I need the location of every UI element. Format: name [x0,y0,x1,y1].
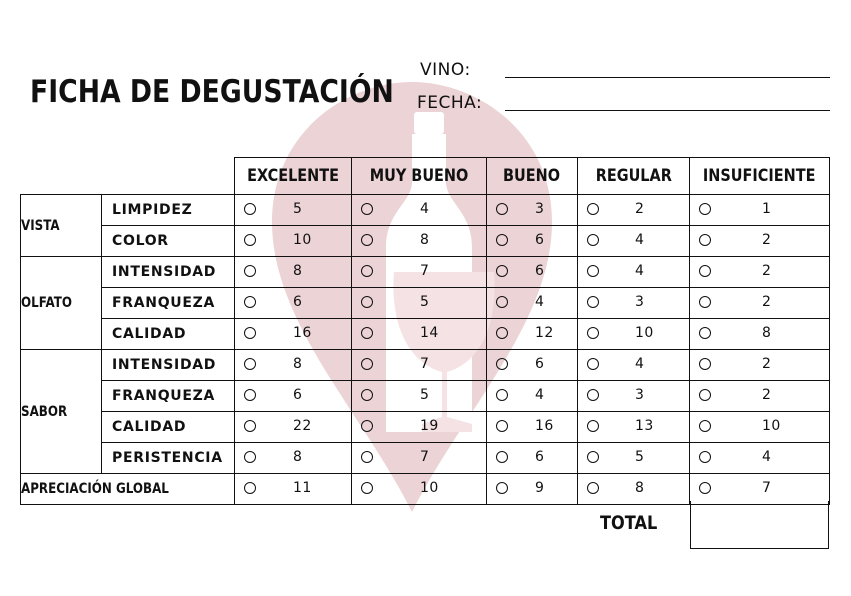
radio-circle-icon[interactable] [361,234,373,246]
criterion-label: FRANQUEZA [102,288,235,319]
score-value: 16 [535,418,554,434]
category-label: VISTA [21,195,102,257]
score-value: 19 [420,418,439,434]
score-option[interactable] [487,257,578,288]
column-header: EXCELENTE [235,158,352,195]
score-value: 4 [635,356,645,372]
radio-circle-icon[interactable] [244,482,256,494]
score-option[interactable] [578,257,690,288]
date-field-line[interactable] [505,110,830,111]
radio-circle-icon[interactable] [496,327,508,339]
radio-circle-icon[interactable] [699,203,711,215]
score-value: 14 [420,325,439,341]
radio-circle-icon[interactable] [699,451,711,463]
radio-circle-icon[interactable] [244,296,256,308]
score-option[interactable] [578,474,690,505]
score-option[interactable] [690,412,830,443]
radio-circle-icon[interactable] [496,265,508,277]
total-label: TOTAL [600,512,658,534]
score-option[interactable] [690,381,830,412]
radio-circle-icon[interactable] [699,234,711,246]
score-value: 6 [293,294,303,310]
score-option[interactable] [235,288,352,319]
score-option[interactable] [487,350,578,381]
score-option[interactable] [487,288,578,319]
radio-circle-icon[interactable] [361,296,373,308]
score-option[interactable] [487,195,578,226]
score-option[interactable] [690,257,830,288]
score-option[interactable] [690,350,830,381]
radio-circle-icon[interactable] [496,482,508,494]
table-row [21,195,830,226]
table-row [21,319,830,350]
score-value: 7 [762,480,772,496]
radio-circle-icon[interactable] [699,482,711,494]
score-option[interactable] [352,257,487,288]
score-value: 10 [420,480,439,496]
score-option[interactable] [352,226,487,257]
radio-circle-icon[interactable] [496,234,508,246]
score-value: 8 [762,325,772,341]
criterion-label: COLOR [102,226,235,257]
radio-circle-icon[interactable] [361,451,373,463]
radio-circle-icon[interactable] [244,327,256,339]
wine-field-label: VINO: [420,60,471,80]
score-value: 10 [635,325,654,341]
score-value: 5 [420,294,430,310]
radio-circle-icon[interactable] [699,420,711,432]
score-option[interactable] [235,226,352,257]
score-option[interactable] [352,443,487,474]
score-value: 2 [762,387,772,403]
radio-circle-icon[interactable] [496,358,508,370]
score-value: 2 [762,356,772,372]
score-value: 12 [535,325,554,341]
radio-circle-icon[interactable] [244,265,256,277]
column-header: MUY BUENO [352,158,487,195]
radio-circle-icon[interactable] [496,451,508,463]
radio-circle-icon[interactable] [587,203,599,215]
radio-circle-icon[interactable] [496,296,508,308]
score-option[interactable] [352,195,487,226]
score-value: 8 [293,263,303,279]
radio-circle-icon[interactable] [587,451,599,463]
score-value: 4 [420,201,430,217]
date-field-label: FECHA: [417,93,483,113]
score-option[interactable] [487,381,578,412]
score-value: 2 [762,263,772,279]
radio-circle-icon[interactable] [587,389,599,401]
radio-circle-icon[interactable] [587,420,599,432]
table-row [21,350,830,381]
radio-circle-icon[interactable] [587,358,599,370]
score-value: 8 [293,356,303,372]
score-option[interactable] [235,381,352,412]
score-value: 22 [293,418,312,434]
radio-circle-icon[interactable] [361,203,373,215]
score-option[interactable] [352,350,487,381]
score-option[interactable] [235,443,352,474]
table-row [21,412,830,443]
score-value: 4 [635,232,645,248]
score-option[interactable] [235,195,352,226]
radio-circle-icon[interactable] [361,327,373,339]
radio-circle-icon[interactable] [496,389,508,401]
score-value: 8 [635,480,645,496]
score-option[interactable] [690,195,830,226]
table-row [21,288,830,319]
radio-circle-icon[interactable] [496,420,508,432]
score-value: 4 [535,387,545,403]
column-header: REGULAR [578,158,690,195]
score-value: 8 [420,232,430,248]
score-option[interactable] [578,226,690,257]
score-option[interactable] [352,381,487,412]
page-title: FICHA DE DEGUSTACIÓN [30,74,394,110]
score-option[interactable] [578,412,690,443]
score-value: 5 [635,449,645,465]
score-option[interactable] [690,226,830,257]
radio-circle-icon[interactable] [244,358,256,370]
radio-circle-icon[interactable] [587,265,599,277]
score-value: 13 [635,418,654,434]
score-value: 5 [293,201,303,217]
score-value: 4 [762,449,772,465]
radio-circle-icon[interactable] [699,296,711,308]
score-value: 2 [762,232,772,248]
wine-field-line[interactable] [505,77,830,78]
category-label: OLFATO [21,257,102,350]
criterion-label: CALIDAD [102,412,235,443]
table-row [21,257,830,288]
score-value: 10 [762,418,781,434]
score-option[interactable] [690,443,830,474]
score-value: 3 [635,387,645,403]
total-box[interactable] [690,501,829,549]
radio-circle-icon[interactable] [361,420,373,432]
score-option[interactable] [487,319,578,350]
radio-circle-icon[interactable] [699,265,711,277]
radio-circle-icon[interactable] [361,358,373,370]
score-value: 6 [535,263,545,279]
score-value: 8 [293,449,303,465]
score-value: 7 [420,356,430,372]
radio-circle-icon[interactable] [699,327,711,339]
score-value: 3 [535,201,545,217]
header-row [21,158,830,195]
score-option[interactable] [235,474,352,505]
score-option[interactable] [578,381,690,412]
radio-circle-icon[interactable] [244,451,256,463]
score-option[interactable] [690,474,830,505]
criterion-label: LIMPIDEZ [102,195,235,226]
criterion-label: INTENSIDAD [102,257,235,288]
score-option[interactable] [352,319,487,350]
table-row [21,474,830,505]
table-row [21,443,830,474]
score-value: 9 [535,480,545,496]
score-value: 1 [762,201,772,217]
radio-circle-icon[interactable] [587,327,599,339]
score-option[interactable] [578,350,690,381]
score-option[interactable] [487,226,578,257]
radio-circle-icon[interactable] [361,389,373,401]
radio-circle-icon[interactable] [244,234,256,246]
radio-circle-icon[interactable] [496,203,508,215]
score-option[interactable] [235,350,352,381]
radio-circle-icon[interactable] [361,265,373,277]
score-option[interactable] [487,474,578,505]
score-value: 2 [635,201,645,217]
tasting-table [20,157,830,505]
score-option[interactable] [487,412,578,443]
score-option[interactable] [578,319,690,350]
score-option[interactable] [235,412,352,443]
score-value: 6 [535,356,545,372]
radio-circle-icon[interactable] [244,420,256,432]
score-value: 3 [635,294,645,310]
column-header: INSUFICIENTE [690,158,830,195]
radio-circle-icon[interactable] [587,296,599,308]
global-appreciation-label: APRECIACIÓN GLOBAL [21,474,235,505]
radio-circle-icon[interactable] [244,389,256,401]
criterion-label: FRANQUEZA [102,381,235,412]
score-option[interactable] [352,412,487,443]
radio-circle-icon[interactable] [244,203,256,215]
score-value: 16 [293,325,312,341]
score-option[interactable] [352,474,487,505]
radio-circle-icon[interactable] [587,234,599,246]
score-option[interactable] [235,319,352,350]
score-value: 6 [535,232,545,248]
radio-circle-icon[interactable] [699,389,711,401]
radio-circle-icon[interactable] [587,482,599,494]
score-value: 7 [420,263,430,279]
radio-circle-icon[interactable] [699,358,711,370]
score-value: 2 [762,294,772,310]
category-label: SABOR [21,350,102,474]
table-row [21,381,830,412]
score-value: 4 [635,263,645,279]
table-row [21,226,830,257]
score-option[interactable] [352,288,487,319]
criterion-label: PERISTENCIA [102,443,235,474]
score-option[interactable] [487,443,578,474]
score-value: 10 [293,232,312,248]
score-value: 4 [535,294,545,310]
criterion-label: CALIDAD [102,319,235,350]
criterion-label: INTENSIDAD [102,350,235,381]
score-value: 6 [535,449,545,465]
score-option[interactable] [690,319,830,350]
score-value: 7 [420,449,430,465]
score-value: 11 [293,480,312,496]
score-value: 6 [293,387,303,403]
radio-circle-icon[interactable] [361,482,373,494]
score-option[interactable] [235,257,352,288]
column-header: BUENO [487,158,578,195]
score-option[interactable] [578,288,690,319]
score-option[interactable] [578,443,690,474]
score-option[interactable] [578,195,690,226]
score-value: 5 [420,387,430,403]
score-option[interactable] [690,288,830,319]
